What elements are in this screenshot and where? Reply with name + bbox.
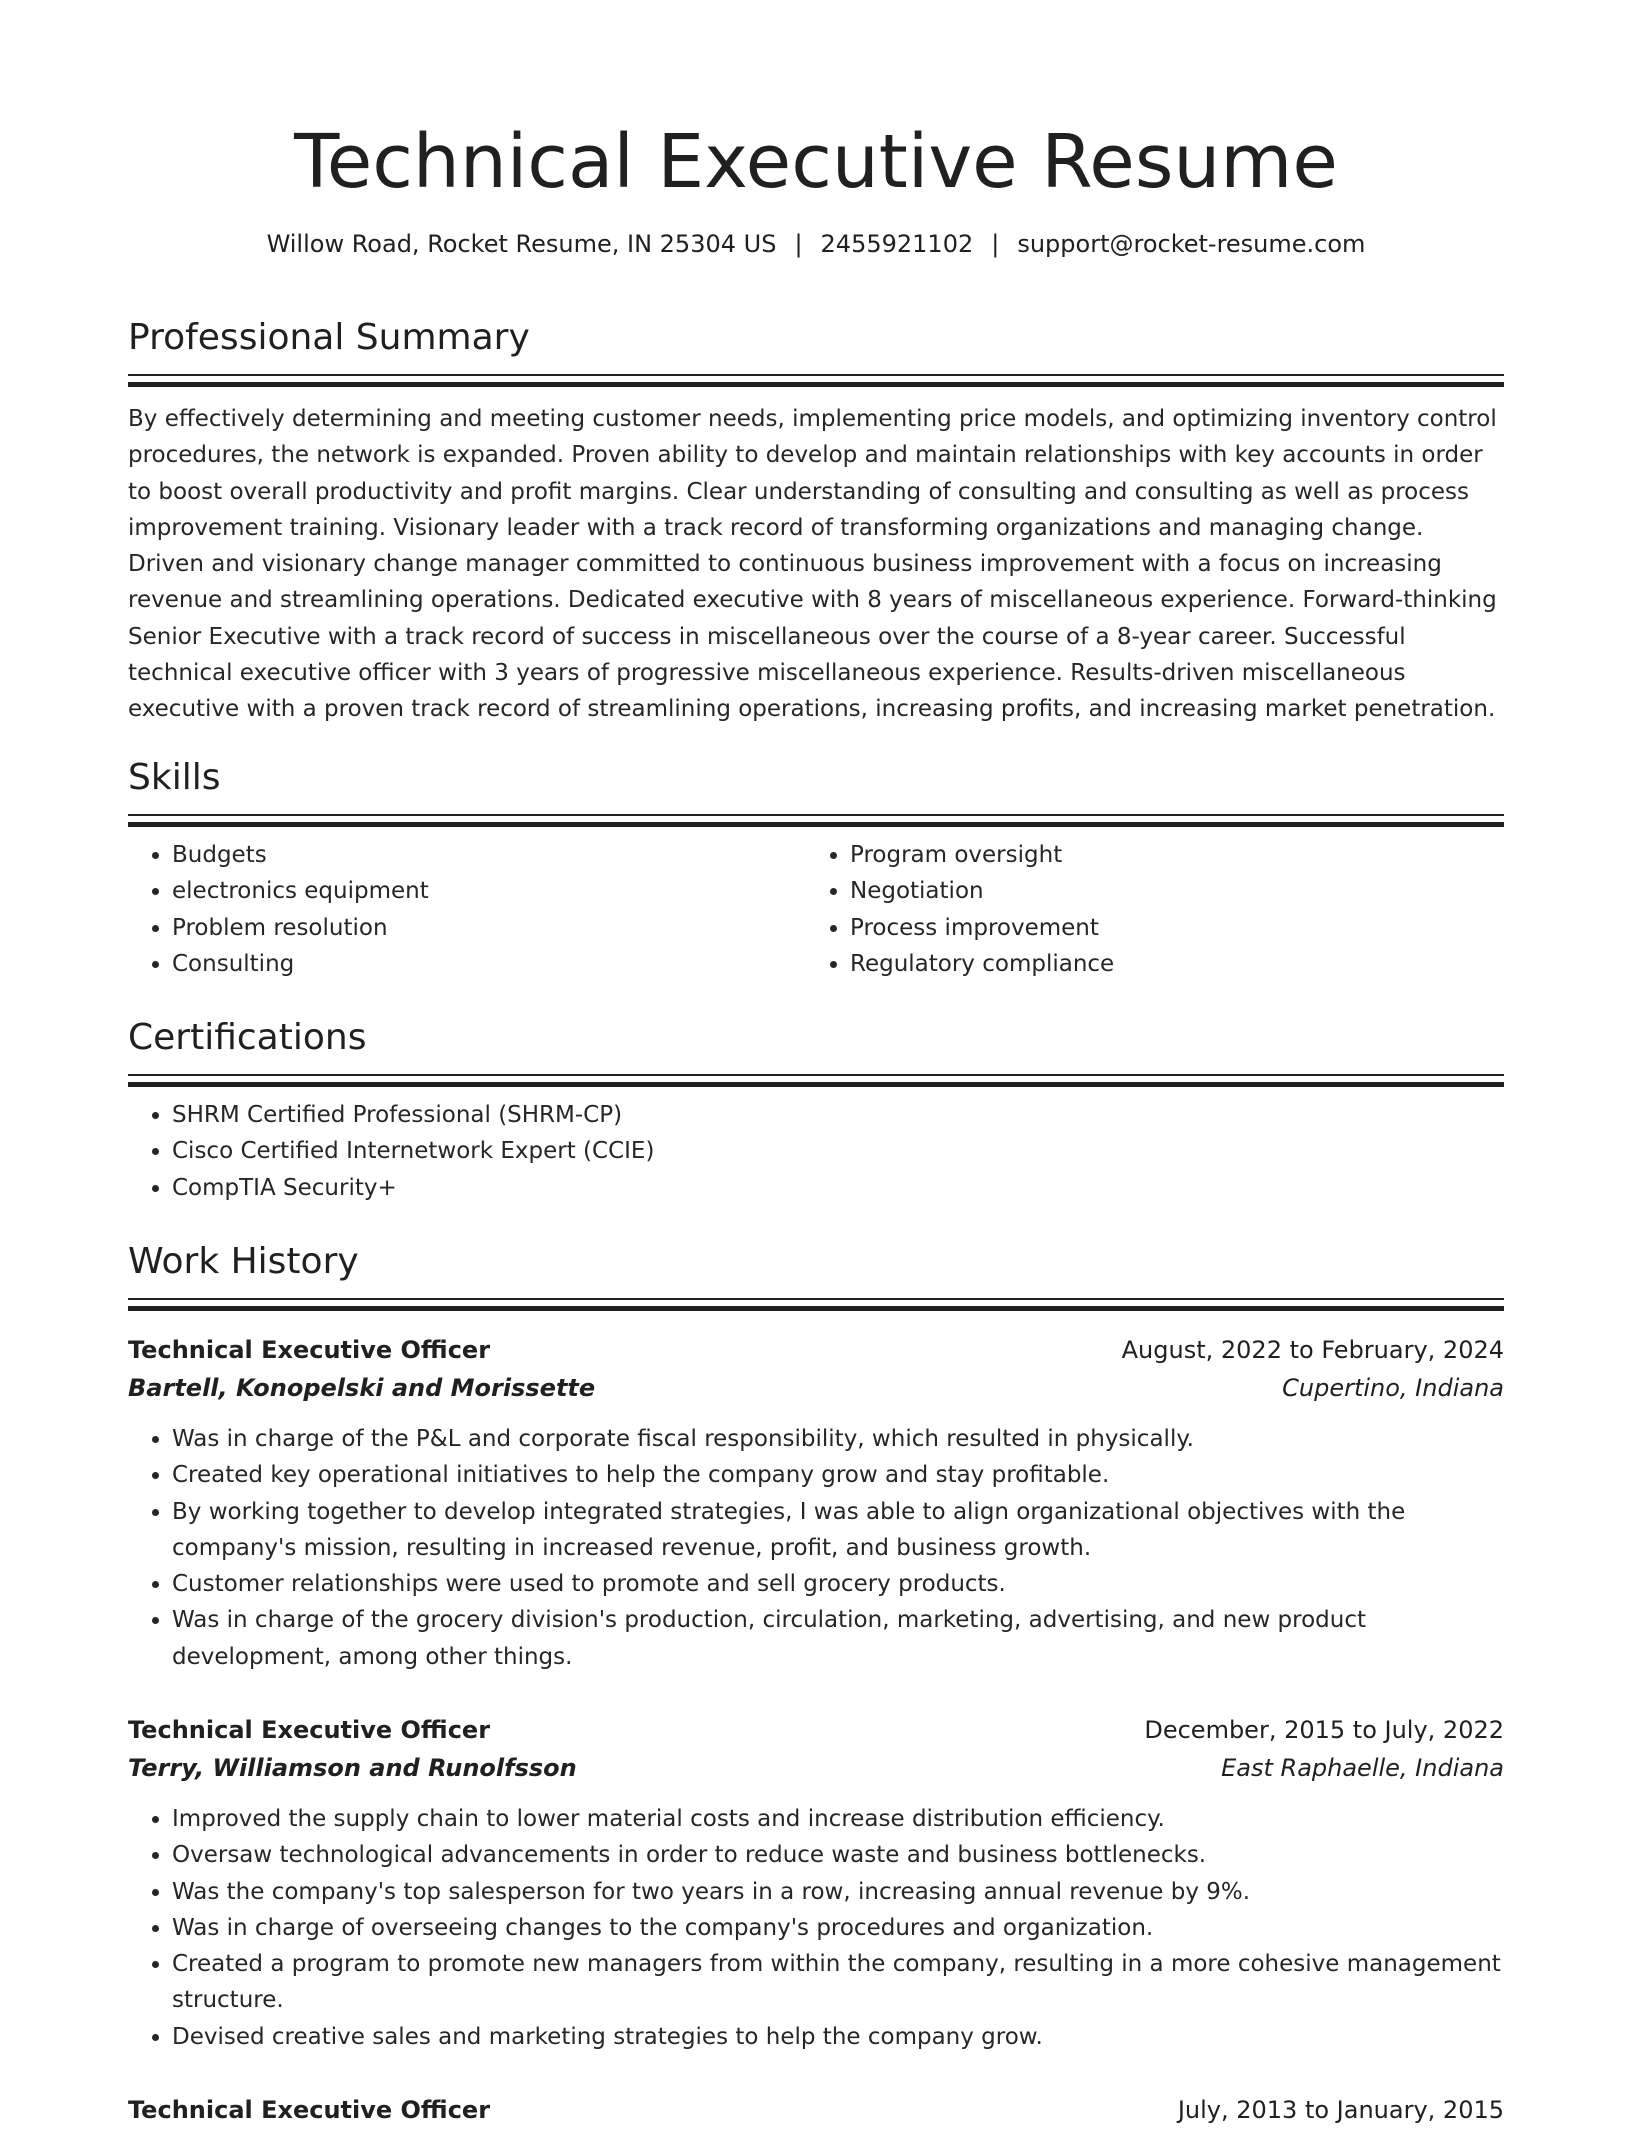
job-company: Bartell, Konopelski and Morissette [128,1374,596,1402]
job-bullet: • Was in charge of the P&L and corporate fiscal responsibility, which resulted in physically. [172,1421,1504,1457]
job-entry [128,1711,1504,2055]
certification-item: • CompTIA Security+ [172,1170,1504,1206]
job-location: East Raphaelle, Indiana [1221,1754,1504,1782]
contact-email: support@rocket-resume.com [1017,230,1366,258]
job-bullets [128,1801,1504,2055]
job-subheader [128,1369,1504,1407]
contact-separator: | [794,230,803,258]
job-title: Technical Executive Officer [128,1716,491,1744]
job-bullet: • Customer relationships were used to promote and sell grocery products. [172,1566,1504,1602]
job-header [128,2091,1504,2129]
section-divider [128,1298,1504,1311]
job-bullet: • Devised creative sales and marketing strategies to help the company grow. [172,2019,1504,2055]
section-divider [128,814,1504,827]
section-divider [128,374,1504,387]
skill-item: • Problem resolution [172,910,806,946]
job-bullet: • Improved the supply chain to lower material costs and increase distribution efficiency. [172,1801,1504,1837]
contact-separator: | [991,230,1000,258]
skills-section [128,756,1504,982]
job-title: Technical Executive Officer [128,2096,491,2124]
section-heading-certifications: Certifications [128,1017,367,1058]
certifications-section [128,1016,1504,1206]
job-bullet: • Created a program to promote new managers from within the company, resulting in a more cohesive management structure. [172,1946,1504,2019]
contact-line [128,228,1504,260]
job-company: Terry, Williamson and Runolfsson [128,1754,577,1782]
summary-text: By effectively determining and meeting customer needs, implementing price models, and optimizing inventory control procedures, the network is expanded. Proven ability to develop and maintain relationships with key accounts in order to boost overall productivity and profit margins. Clear understanding of consulting and consulting as well as process improvement training. Visionary leader with a track record of transforming organizations and managing change. Driven and visionary change manager committed to continuous business improvement with a focus on increasing revenue and streamlining operations. Dedicated executive with 8 years of miscellaneous experience. Forward-thinking Senior Executive with a track record of success in miscellaneous over the course of a 8-year career. Successful technical executive officer with 3 years of progressive miscellaneous experience. Results-driven miscellaneous executive with a proven track record of streamlining operations, increasing profits, and increasing market penetration. [128,406,1497,723]
work-history-section [128,1240,1504,1311]
contact-address: Willow Road, Rocket Resume, IN 25304 US [266,230,777,258]
contact-phone: 2455921102 [820,230,974,258]
certification-item: • SHRM Certified Professional (SHRM-CP) [172,1097,1504,1133]
section-divider [128,1074,1504,1087]
job-bullet: • Was in charge of overseeing changes to the company's procedures and organization. [172,1910,1504,1946]
skill-item: • Program oversight [850,837,1484,873]
skill-item: • Process improvement [850,910,1484,946]
job-dates: December, 2015 to July, 2022 [1144,1716,1504,1744]
skills-column-right [806,837,1484,982]
skills-grid [128,837,1504,982]
section-heading-summary: Professional Summary [128,317,530,358]
job-bullet: • Was in charge of the grocery division's production, circulation, marketing, advertising, and new product development, among other things. [172,1602,1504,1675]
skill-item: • Consulting [172,946,806,982]
job-title: Technical Executive Officer [128,1336,491,1364]
skill-item: • Budgets [172,837,806,873]
job-location: Cupertino, Indiana [1282,1374,1504,1402]
skill-item: • electronics equipment [172,873,806,909]
section-heading-work-history: Work History [128,1241,359,1282]
resume-page [128,0,1504,2124]
job-dates: August, 2022 to February, 2024 [1121,1336,1504,1364]
certification-item: • Cisco Certified Internetwork Expert (CCIE) [172,1133,1504,1169]
certifications-list [128,1097,1504,1206]
job-entry [128,2091,1504,2129]
job-bullet: • Was the company's top salesperson for two years in a row, increasing annual revenue by 9%. [172,1874,1504,1910]
resume-title: Technical Executive Resume [294,119,1338,205]
job-bullet: • By working together to develop integrated strategies, I was able to align organizational objectives with the company's mission, resulting in increased revenue, profit, and business growth. [172,1494,1504,1567]
skill-item: • Regulatory compliance [850,946,1484,982]
job-header [128,1331,1504,1369]
job-entry [128,1331,1504,1675]
job-bullet: • Oversaw technological advancements in order to reduce waste and business bottlenecks. [172,1837,1504,1873]
section-heading-skills: Skills [128,757,221,798]
skill-item: • Negotiation [850,873,1484,909]
job-dates: July, 2013 to January, 2015 [1177,2096,1504,2124]
summary-section [128,316,1504,728]
job-subheader [128,1749,1504,1787]
job-bullet: • Created key operational initiatives to help the company grow and stay profitable. [172,1457,1504,1493]
job-header [128,1711,1504,1749]
skills-column-left [128,837,806,982]
job-bullets [128,1421,1504,1675]
